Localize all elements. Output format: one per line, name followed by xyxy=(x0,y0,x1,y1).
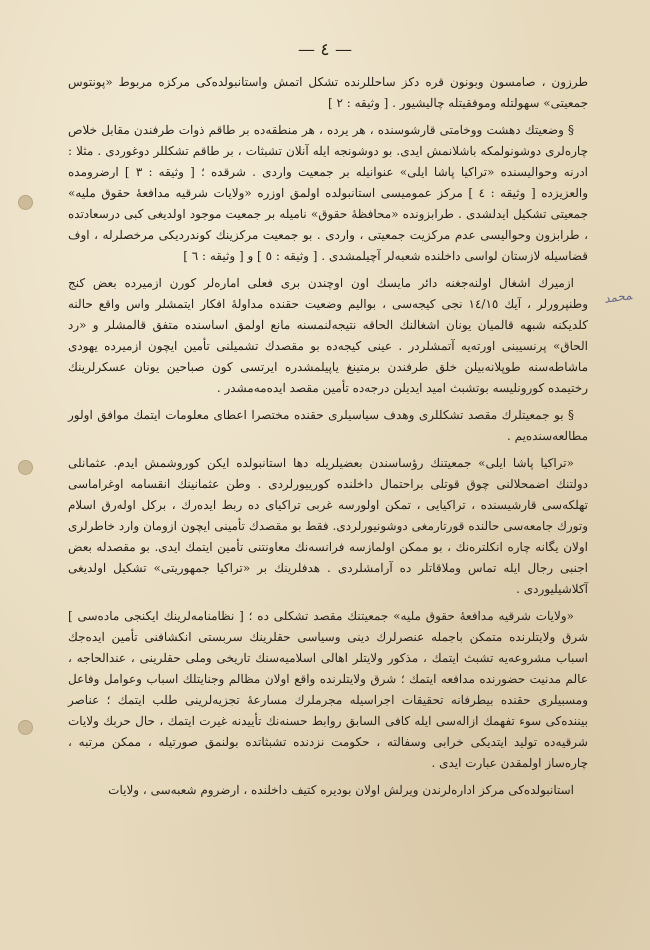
body-text xyxy=(68,72,588,807)
paragraph: «تراكيا پاشا ايلى» جمعيتنك رؤساسندن بعضيلريله دها استانبولده ايكن كوروشمش ايدم. عثمانلى دولتنك اضمحلالنى چوق قوتلى براحتمال داخلنده كورييورلردى . وطن عثمانينك انقسامه اوغراماسى تهلكه‌سى قارشيسنده ، تراكيايى ، تمكن اولورسه غربى تراكياى ده ربط ايده‌رك ، بركل اوله‌رق اسلام وتورك جامعه‌سى حالنده قورتارمغى دوشونيورلردى. فقط بو مقصدك تأمينى ايچون ازومان وارد خاطرلرى اولان يگانه چاره انكلتره‌نك ، بو ممكن اولمازسه فرانسه‌نك معاونتنى تأمين ايتمك ايدى. بو مقصدله بعض اجنبى رجال ايله تماس وملاقاتلر ده آرامشلردى . هدفلرينك بر «تراكيا جمهوريتى» تشكيل اولديغى آكلاشيليوردى . xyxy=(68,456,588,596)
paragraph: § بو جمعيتلرك مقصد تشكللرى وهدف سياسيلرى حقنده مختصرا اعطاى معلومات ايتمك موافق اولور مطالعه‌سنده‌يم . xyxy=(68,408,588,443)
punch-hole xyxy=(18,195,33,210)
paragraph: استانبولده‌كى مركز اداره‌لرندن ويرلش اولان بوديره كتيف داخلنده ، ارضروم شعبه‌سى ، ولايات xyxy=(108,783,574,797)
paragraph: § وضعيتك دهشت ووخامتى قارشوسنده ، هر يرده ، هر منطقه‌ده بر طاقم ذوات طرفندن مقابل خلاص چاره‌لرى دوشونولمكه باشلانمش ايدى. بو دوشونجه ايله آنلان تشبثات ، بر طاقم تشكللر دوغوردى . مثلا : ادرنه وحواليسنده «تراكيا پاشا ايلى» عنوانيله بر جمعيت واردى . شرقده ؛ [ وثيقه : ٣ ] ارضرومده والعزيزده [ وثيقه : ٤ ] مركز عموميسى استانبولده اولمق اوزره «ولايات شرقيه مدافعهٔ حقوق مليه» جمعيتى تشكيل ايدلشدى . طرابزونده «محافظهٔ حقوق» ناميله بر جمعيت موجود اولديغى كبى درسعادتده ، طرابزون وحواليسى عدم مركزيت جمعيتى ، واردى . بو جمعيت مركزينك كوندرديكى مرخصلرله ، اوف قضاسيله لازستان لواسى داخلنده شعبه‌لر آچيلمشدى . [ وثيقه : ٥ ] و [ وثيقه : ٦ ] xyxy=(68,123,589,263)
punch-hole xyxy=(18,460,33,475)
page-number: — ٤ — xyxy=(298,40,352,60)
punch-hole xyxy=(18,720,33,735)
paragraph: «ولايات شرقيه مدافعهٔ حقوق مليه» جمعيتنك مقصد تشكلى ده ؛ [ نظامنامه‌لرينك ايكنجى ماده‌سى ] شرق ولايتلرنده متمكن باجمله عنصرلرك دينى وسياسى حقلرينك سربستى انكشافنى تأمين ايده‌جك اسباب مشروعه‌يه تشبث ايتمك ، مذكور ولايتلر اهالى اسلاميه‌سنك تاريخى وملى حقلرينى ، عندالحاجه ، عالم مدنيت حضورنده مدافعه ايتمك ؛ شرق ولايتلرنده واقع اولان مظالم وجنايتلك اسباب وعوامل وفاعل ومسبيلرى حقنده بيطرفانه تحقيقات اجراسيله مجرملرك مسارعهٔ تجزيه‌لرينى طلب ايتمك ؛ عناصر بيننده‌كى سوء تفهمك ازاله‌سى ايله كافى السابق روابط حسنه‌نك تأييدنه غيرت ايتمك ، حال حربك ولايات شرقيه‌ده توليد ايتديكى خرابى وسفالته ، حكومت نزدنده تشبثاتده بولنمق صورتيله ، ممكن مرتبه ، چاره‌ساز اولمقدن عبارت ايدى . xyxy=(68,609,588,770)
margin-note: ﻤﺤﻤﺪ xyxy=(603,288,633,306)
paragraph: طرزون ، صامسون وبونون قره دكز ساحللرنده تشكل اتمش واستانبولده‌كى مركزه مربوط «پونتوس جمعيتى» سهولتله وموفقيتله چاليشيور . [ وثيقه : ٢ ] xyxy=(68,75,588,110)
paragraph: ازميرك اشغال اولنه‌جغنه دائر مايسك اون اوچندن برى فعلى اماره‌لر كورن ازميرده بعض كنج وطنپرورلر ، آيك ١٤/١٥ نجى كيجه‌سى ، بواليم وضعيت حقنده مداوله‌ٔ افكار ايتمشلر واس واقع حالنه كلديكنه شبهه قالميان يونان اشغالنك الحاقه نتيجه‌لنمسنه مانع اولمق اساسنده متفق قالمشلر و «رد الحاق» پرنسيبنى اورته‌يه آتمشلردر . عينى كيجه‌ده بو مقصدك تشميلنى تأمين ايچون ازميرده يهودى ماشاطه‌سنه طوپلانه‌بيلن خلق طرفندن برمتينغ ياپيلمشدره ايرتسى كون صباحين يونان عسكرلرينك رختيمده كورونليسه بوتشبث اميد ايديلن درجه‌ده تأمين مقصد ايده‌مه‌مشدر . xyxy=(68,276,588,395)
